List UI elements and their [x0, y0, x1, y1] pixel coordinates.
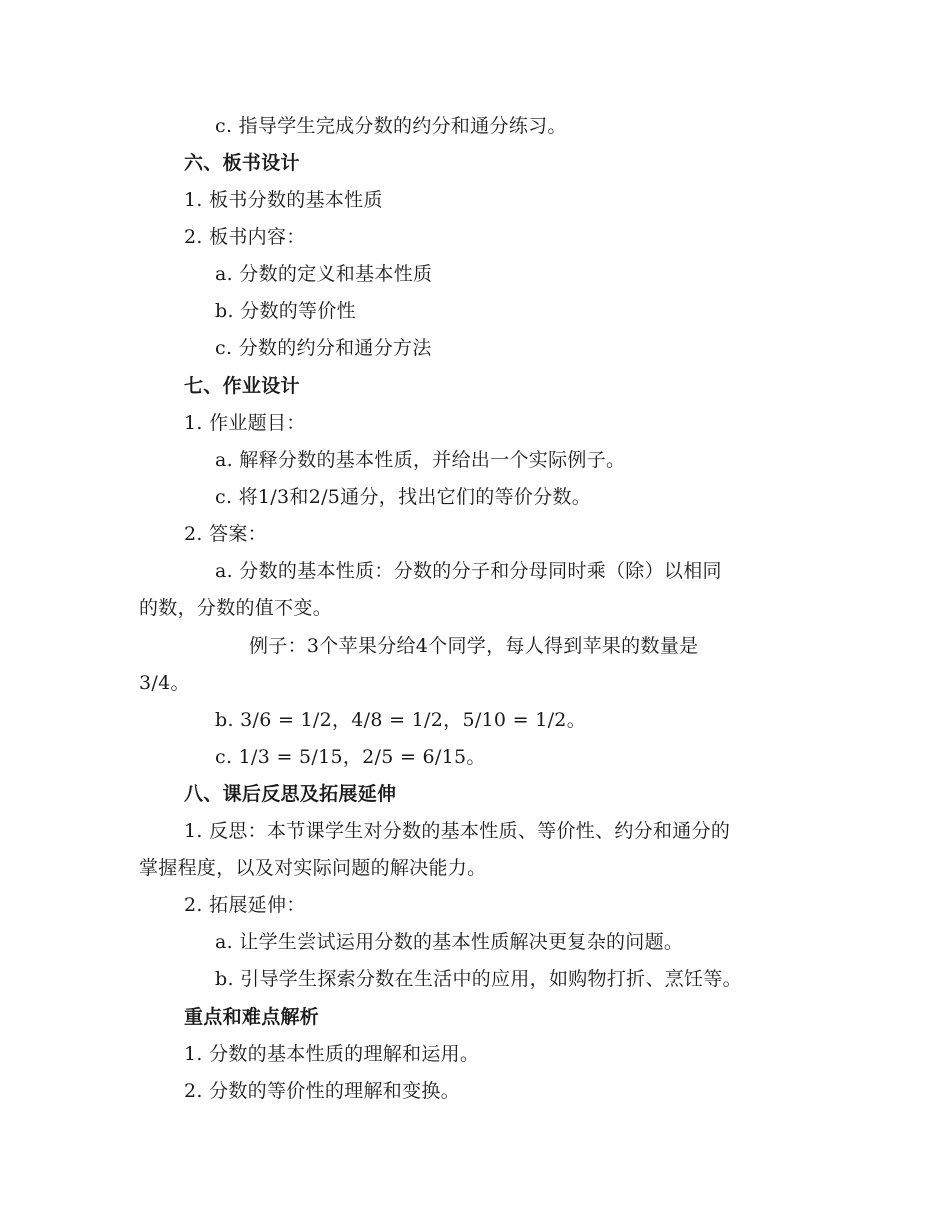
answer-a-line-2: 的数，分数的值不变。: [139, 597, 333, 619]
example-line-2: 3/4。: [139, 672, 190, 694]
answer-b: b. 3/6 = 1/2，4/8 = 1/2，5/10 = 1/2。: [215, 709, 586, 731]
example-line-1: 例子：3个苹果分给4个同学，每人得到苹果的数量是: [249, 635, 699, 657]
homework-subitem-a: a. 解释分数的基本性质，并给出一个实际例子。: [215, 449, 626, 471]
reflection-line-2: 掌握程度，以及对实际问题的解决能力。: [139, 857, 487, 879]
section-heading-homework: 七、作业设计: [184, 375, 300, 397]
answers-heading: 2. 答案：: [184, 523, 267, 545]
section-heading-key-points: 重点和难点解析: [184, 1006, 320, 1028]
answer-a-line-1: a. 分数的基本性质：分数的分子和分母同时乘（除）以相同: [215, 560, 722, 582]
section-heading-reflection: 八、课后反思及拓展延伸: [184, 783, 397, 805]
board-item-1: 1. 板书分数的基本性质: [184, 189, 383, 211]
board-subitem-a: a. 分数的定义和基本性质: [215, 263, 433, 285]
homework-item-1: 1. 作业题目：: [184, 412, 306, 434]
extension-heading: 2. 拓展延伸：: [184, 894, 306, 916]
homework-subitem-c: c. 将1/3和2/5通分，找出它们的等价分数。: [215, 486, 592, 508]
extension-item-b: b. 引导学生探索分数在生活中的应用，如购物打折、烹饪等。: [215, 968, 742, 990]
board-subitem-c: c. 分数的约分和通分方法: [215, 337, 432, 359]
answer-c: c. 1/3 = 5/15，2/5 = 6/15。: [215, 746, 486, 768]
board-item-2: 2. 板书内容：: [184, 226, 306, 248]
section-heading-board-design: 六、板书设计: [184, 152, 300, 174]
board-subitem-b: b. 分数的等价性: [215, 300, 356, 322]
key-point-1: 1. 分数的基本性质的理解和运用。: [184, 1043, 480, 1065]
extension-item-a: a. 让学生尝试运用分数的基本性质解决更复杂的问题。: [215, 931, 684, 953]
key-point-2: 2. 分数的等价性的理解和变换。: [184, 1080, 460, 1102]
reflection-line-1: 1. 反思：本节课学生对分数的基本性质、等价性、约分和通分的: [184, 820, 731, 842]
practice-item-c: c. 指导学生完成分数的约分和通分练习。: [215, 115, 567, 137]
